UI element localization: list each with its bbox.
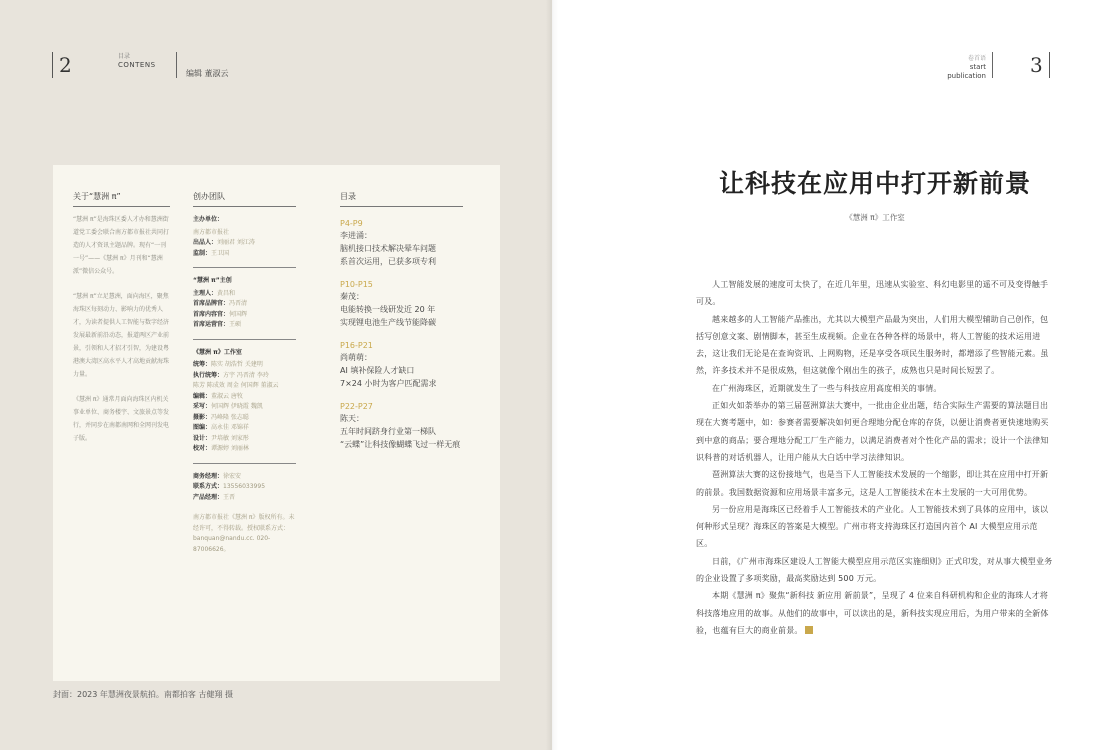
credit-names: 黄昌和 [217,289,236,297]
credit-names: 何国辉 伊晓霞 魏凯 [211,403,263,410]
team-credit-line [193,472,296,483]
team-credit-line [193,238,296,249]
credit-role: 校对： [193,445,212,452]
team-credit-line [193,289,296,300]
credit-names: 王晋 [223,493,236,501]
article-body [696,276,1054,639]
credit-role: 摄影： [193,413,212,421]
section-en-right-1: start [969,63,986,71]
header-divider-left [176,52,177,78]
team-divider [193,267,296,268]
about-paragraph: “慧洲 π”立足慧洲，面向海区，聚焦海珠区每刻动力、影响力的优秀人才，为读者提供人工智能与数字经济发展最新前沿动态，报道两区产业前景，引领和人才招才引智，为建设粤港澳大湾区高水平人才高地贡献海珠力量。 [73,293,170,378]
article-byline: 《慧洲 π》工作室 [845,213,905,222]
team-credit-line [193,402,296,413]
toc-page-range: P10-P15 [340,280,373,289]
section-cn-left: 目录 [118,53,131,60]
credit-role: 首席内容官： [193,310,230,318]
credit-role: 设计： [193,434,212,442]
article-paragraph: 本期《慧洲 π》聚焦“新科技 新应用 新前景”，呈现了 4 位来自科研机构和企业的海珠人才将科技落地应用的故事。从他们的故事中，可以读出的是，新科技实现应用后，为用户带来的全新体验，也蕴有巨大的商业前景。 [696,591,1049,635]
team-group-title: 主办单位： [193,216,224,223]
toc-heading: 目录 [340,191,463,207]
credit-role: 主理人： [193,289,218,297]
section-en-left: CONTENS [118,61,156,69]
section-label-left [118,53,156,69]
toc-title: 尚萌萌： AI 填补保险人才缺口 7×24 小时为客户匹配需求 [340,353,437,388]
credit-names: 13556033995 [223,483,266,490]
spine-gutter [546,0,558,750]
credit-role: 编辑： [193,392,212,400]
credit-names: 谭源婷 刘丽林 [211,445,249,452]
section-cn-right: 卷首语 [967,55,986,62]
article-paragraph: 琶洲算法大赛的这份接地气，也是当下人工智能技术发展的一个缩影，即让其在应用中打开新的前景。我国数据资源和应用场景丰富多元，这是人工智能技术在本土发展的一大可用优势。 [696,470,1049,497]
team-group-title: “慧洲 π”主创 [193,277,232,284]
left-page [0,0,552,750]
credit-role: 监制： [193,249,212,257]
credit-names: 陈实 胡浩哲 关建明 [211,361,263,368]
team-credit-line [193,434,296,445]
credit-role: 首席品牌官： [193,300,230,307]
credit-role: 图编： [193,424,212,431]
credit-names: 何国辉 [229,310,248,318]
toc-entry[interactable] [340,218,463,268]
team-divider [193,463,296,464]
section-label-right [930,54,986,81]
team-column [193,191,296,555]
info-panel [53,165,500,681]
article-paragraph: 日前，《广州市海珠区建设人工智能大模型应用示范区实施细则》正式印发，对从事大模型业务的企业设置了多项奖励，最高奖励达到 500 万元。 [696,556,1053,584]
about-paragraph: “慧洲 π”是海珠区委人才办和慧洲街道党工委会联合南方都市报社共同打造的人才资讯主题品牌。现有“一刊一号”——《慧洲 π》月刊和“慧洲派”微信公众号。 [73,216,170,275]
team-credit-line [193,381,296,392]
team-group [193,472,296,504]
header-divider-right [992,52,993,78]
team-credit-line [193,228,296,239]
team-credit-line [193,320,296,331]
credit-names: 董淑云 唐牧 [211,392,243,400]
page-number-right: 3 [1030,52,1050,78]
credit-role: 产品经理： [193,493,224,501]
team-group [193,276,296,331]
credit-names: 冯晋清 [229,300,248,307]
toc-page-range: P22-P27 [340,402,373,411]
credit-names: 南方都市报社 [193,228,230,236]
team-credit-line [193,444,296,455]
about-body [73,213,170,445]
credit-role: 采写： [193,403,212,410]
end-mark-icon [805,626,813,634]
team-credit-line [193,299,296,310]
credit-names: 王硕 [229,321,242,328]
article-paragraph: 另一份应用是海珠区已经着手人工智能技术的产业化。人工智能技术到了具体的应用中，该以何种形式呈现？海珠区的答案是大模型。广州市将支持海珠区打造国内首个 AI 大模型应用示范区。 [696,504,1049,549]
credit-names: 王卫国 [211,249,230,257]
editor-credit: 编辑 董淑云 [186,69,229,78]
team-credit-line [193,493,296,504]
credit-role: 执行统筹： [193,371,224,379]
team-groups [193,215,296,503]
toc-column [340,191,463,451]
team-group [193,215,296,259]
toc-title: 李进涌： 脑机接口技术解决晕车问题 系首次运用，已获多项专利 [340,231,436,266]
team-credit-line [193,249,296,260]
team-credit-line [193,482,296,493]
credit-role: 商务经理： [193,472,224,480]
toc-title: 陈天： 五年时间跻身行业第一梯队 “云蝶”让科技像蝴蝶飞过一样无痕 [340,414,461,449]
credit-names: 高永佳 邓锦祥 [211,424,249,431]
credit-role: 首席运营官： [193,321,230,328]
article-paragraph: 在广州海珠区，近期就发生了一些与科技应用高度相关的事情。 [712,383,942,393]
about-paragraph: 《慧洲 π》通常月面向海珠区内机关事业单位、商务楼宇、文旅景点等发行，并同步在南都南网和全网刊发电子版。 [73,396,170,442]
article-headline: 让科技在应用中打开新前景 [718,169,1031,198]
toc-entry[interactable] [340,279,463,329]
team-credit-line [193,413,296,424]
about-column [73,191,170,457]
team-group-title: 《慧洲 π》工作室 [193,348,242,356]
toc-page-range: P4-P9 [340,219,363,228]
credit-names: 方宇 冯晋清 李玲 [223,371,269,379]
credit-role: 统筹： [193,361,212,368]
credit-names: 陈芳 陈成效 周金 何国辉 董淑云 [193,382,279,389]
team-credit-line [193,423,296,434]
article-paragraph: 人工智能发展的速度可太快了，在近几年里，迅速从实验室、科幻电影里的遥不可及变得触手可及。 [696,280,1049,307]
team-credit-line [193,360,296,371]
toc-entries [340,218,463,451]
copyright-note [193,513,296,555]
page-number-left: 2 [52,52,72,78]
credit-role: 联系方式： [193,483,224,490]
section-en-right-2: publication [947,72,986,80]
cover-caption: 封面：2023 年慧洲夜景航拍。南都拍客 古健翔 摄 [53,690,233,699]
team-credit-line [193,371,296,382]
credit-role: 出品人： [193,239,218,246]
credit-names: 冯峰隆 张志聪 [211,413,249,421]
credit-names: 徐宏安 [223,472,242,480]
credit-names: 尹培敏 刘家彤 [211,434,249,442]
team-credit-line [193,310,296,321]
article-paragraph: 正如火如荼举办的第三届琶洲算法大赛中，一批由企业出题，结合实际生产需要的算法题目出现在大赛考题中，如：参赛者需要解决如何更合理地分配仓库的存货，以便让消费者更快速地购买到中意的商品；要合理地分配工厂生产能力，以满足消费者对个性化产品的需求；设计一个法律知识科普的对话机器人，让用户能从大白话中学习法律知识。 [696,401,1049,462]
toc-entry[interactable] [340,340,463,390]
article-paragraph: 越来越多的人工智能产品推出，尤其以大模型产品最为突出，人们用大模型辅助自己创作，包括写创意文案、剧情脚本，甚至生成视频。企业在各种各样的场景中，将人工智能的技术运用进去，这让我们无论是在查询资讯、上网购物，还是享受各项民生服务时，都增添了些智能元素。虽然，许多技术并不是很成熟，但这就像个刚出生的孩子，成熟也只是时间长短罢了。 [696,314,1049,376]
team-group [193,348,296,455]
team-divider [193,339,296,340]
about-heading: 关于“慧洲 π” [73,191,170,207]
team-heading: 创办团队 [193,191,296,207]
toc-page-range: P16-P21 [340,341,373,350]
toc-title: 秦茂： 电能转换一线研发近 20 年 实现锂电池生产线节能降碳 [340,292,436,327]
copyright-text: 南方都市报社《慧洲 π》版权所有。未经许可，不得转载。授权联系方式：banquan@nandu.cc. 020-87006626。 [193,514,295,553]
toc-entry[interactable] [340,401,463,451]
credit-names: 刘丽君 刘江涛 [217,239,255,246]
team-credit-line [193,392,296,403]
